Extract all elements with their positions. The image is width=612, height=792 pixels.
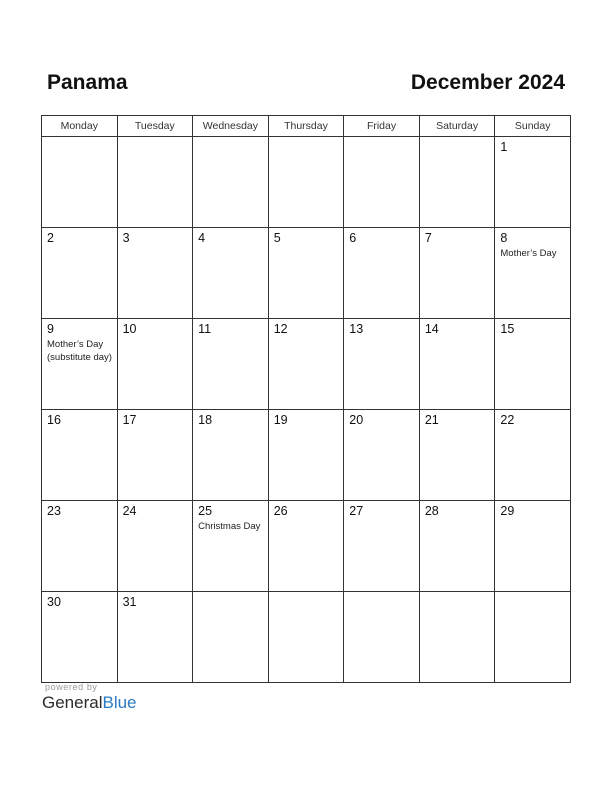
day-number: 3 (122, 231, 130, 245)
day-number: 10 (122, 322, 137, 336)
holiday-label: Christmas Day (198, 521, 261, 532)
day-cell (268, 137, 344, 228)
day-cell (193, 137, 269, 228)
day-number: 26 (273, 504, 288, 518)
day-number: 23 (47, 504, 61, 518)
day-cell (193, 501, 269, 592)
day-number: 8 (500, 231, 508, 245)
day-number: 1 (500, 140, 508, 154)
day-number: 27 (349, 504, 364, 518)
holiday-label: Mother’s Day (substitute day) (47, 339, 112, 363)
day-cell (117, 228, 193, 319)
day-cell (419, 592, 495, 683)
day-number: 11 (198, 322, 212, 336)
day-number: 5 (273, 231, 281, 245)
day-cell (42, 228, 118, 319)
day-cell (42, 319, 118, 410)
holiday-label: Mother’s Day (500, 248, 557, 259)
day-cell (193, 228, 269, 319)
day-cell (495, 319, 571, 410)
week-row (42, 319, 571, 410)
day-cell (495, 137, 571, 228)
weekday-monday: Monday (42, 116, 118, 137)
day-cell (42, 137, 118, 228)
day-cell (268, 228, 344, 319)
brand-blue: Blue (102, 693, 137, 712)
day-number: 14 (424, 322, 439, 336)
day-cell (268, 410, 344, 501)
day-number: 6 (349, 231, 357, 245)
day-number: 16 (47, 413, 61, 427)
weekday-sunday: Sunday (495, 116, 571, 137)
day-number: 22 (500, 413, 515, 427)
weekday-wednesday: Wednesday (193, 116, 269, 137)
day-number: 4 (198, 231, 206, 245)
day-cell (42, 501, 118, 592)
generalblue-logo[interactable] (42, 693, 137, 713)
calendar-grid (41, 115, 571, 683)
brand-general: General (42, 693, 103, 712)
day-number: 12 (273, 322, 288, 336)
day-cell (495, 410, 571, 501)
day-number: 15 (500, 322, 515, 336)
weekday-friday: Friday (344, 116, 420, 137)
day-cell (419, 228, 495, 319)
day-cell (268, 501, 344, 592)
day-cell (117, 592, 193, 683)
day-cell (117, 410, 193, 501)
day-number: 18 (198, 413, 213, 427)
day-cell (495, 228, 571, 319)
day-number: 25 (198, 504, 213, 518)
day-number: 29 (500, 504, 515, 518)
week-row (42, 592, 571, 683)
day-number: 28 (424, 504, 439, 518)
powered-by-text: powered by (45, 682, 98, 692)
day-number: 21 (424, 413, 439, 427)
week-row (42, 137, 571, 228)
day-number: 24 (122, 504, 137, 518)
day-cell (344, 501, 420, 592)
day-cell (419, 137, 495, 228)
day-cell (419, 319, 495, 410)
day-cell (344, 592, 420, 683)
day-number: 31 (122, 595, 137, 609)
day-cell (117, 319, 193, 410)
day-cell (344, 137, 420, 228)
weekday-thursday: Thursday (268, 116, 344, 137)
day-cell (495, 592, 571, 683)
day-number: 30 (47, 595, 61, 609)
day-cell (495, 501, 571, 592)
footer (42, 682, 137, 713)
day-cell (117, 501, 193, 592)
day-cell (268, 592, 344, 683)
day-cell (117, 137, 193, 228)
day-number: 20 (349, 413, 364, 427)
day-cell (344, 410, 420, 501)
weekday-saturday: Saturday (419, 116, 495, 137)
day-number: 7 (424, 231, 432, 245)
day-cell (42, 410, 118, 501)
country-title: Panama (47, 71, 128, 94)
day-cell (419, 410, 495, 501)
day-cell (419, 501, 495, 592)
weekday-tuesday: Tuesday (117, 116, 193, 137)
day-cell (42, 592, 118, 683)
day-number: 17 (122, 413, 137, 427)
day-cell (193, 319, 269, 410)
weekday-header-row (42, 116, 571, 137)
day-number: 13 (349, 322, 364, 336)
day-number: 9 (47, 322, 54, 336)
day-cell (193, 592, 269, 683)
calendar-header (41, 70, 571, 100)
month-title: December 2024 (410, 71, 565, 94)
week-row (42, 410, 571, 501)
day-cell (268, 319, 344, 410)
day-cell (344, 228, 420, 319)
day-number: 19 (273, 413, 288, 427)
day-cell (344, 319, 420, 410)
week-row (42, 501, 571, 592)
day-number: 2 (47, 231, 54, 245)
day-cell (193, 410, 269, 501)
week-row (42, 228, 571, 319)
